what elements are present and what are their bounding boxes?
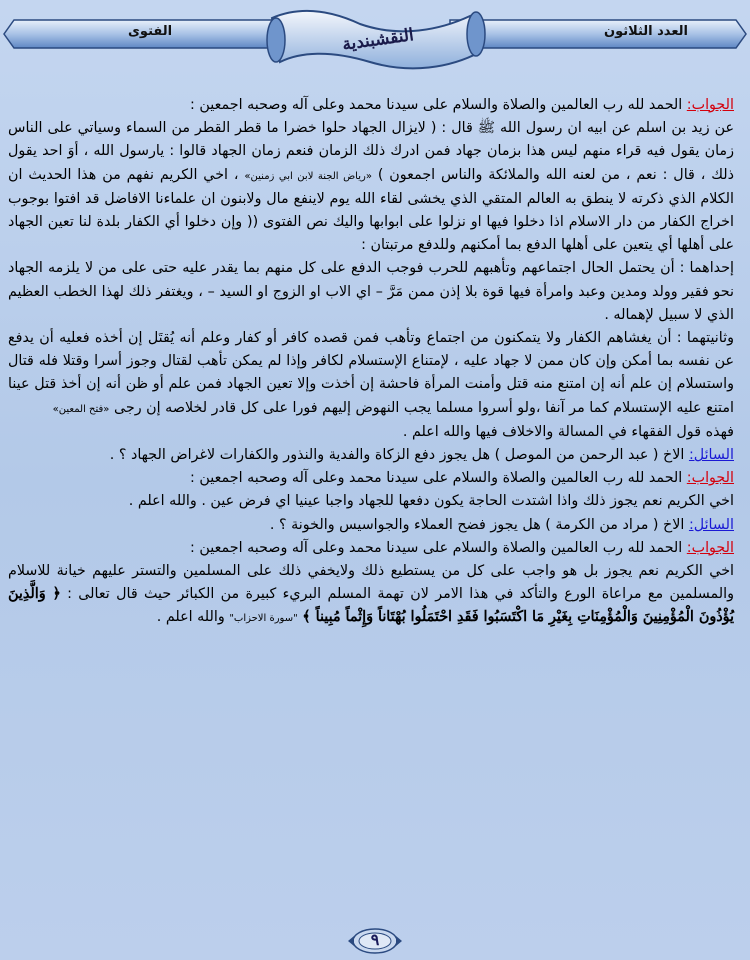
first-level-paragraph: إحداهما : أن يحتمل الحال اجتماعهم وتأهبهم للحرب فوجب الدفع على كل منهم بما يقدر عليه حتى على من لا يلزمه الجهاد نحو فقير وولد ومدين وعبد وامرأة فيها قوة بلا إذن ممن مَرَّ – اي الاب او الزوج او السيد – ، ويغتفر ذلك لهذا الخطب العظيم الذي لا سبيل لإهماله . — [8, 260, 734, 323]
opening-praise: الحمد لله رب العالمين والصلاة والسلام على سيدنا محمد وعلى آله وصحبه اجمعين : — [190, 470, 683, 487]
answer-label: الجواب: — [686, 97, 734, 113]
page-number-badge — [340, 926, 410, 956]
fatwa-body — [8, 94, 734, 631]
hadith-text: عن زيد بن اسلم عن ابيه ان رسول الله ﷺ قال : ( لايزال الجهاد حلوا خضرا ما قطر القطر من السماء وسياتي على الناس زمان يقول فيه قراء منهم ليس هذا بزمان جهاد فمن ادرك ذلك الزمان فنعم زمان الجهاد قالوا : يارسول الله ، أوَ احد يقول ذلك ، قال : نعم ، من لعنه الله والملائكة والناس اجمعون ) — [8, 120, 735, 183]
answer-block-1 — [8, 94, 734, 117]
answer-block-2 — [8, 467, 734, 490]
issue-number: العدد الثلاثون — [603, 24, 688, 39]
question-text: الاخ ( عبد الرحمن من الموصل ) هل يجوز دفع الزكاة والفدية والنذور والكفارات لاغراض الجهاد ؟ . — [109, 447, 685, 464]
fatwa-continuation: ، اخي الكريم نفهم من هذا الحديث ان الكلام الذي ذكرته لا ينطق به العالم المتقي الذي يخشى لقاء الله يوم لاينفع مال ولابنون ان علماءنا الافاضل قد افتوا بوجوب اخراج الكفار من دار الاسلام اذا دخلوا فيها او نزلوا على ابوابها واليك نص الفتوى (( وإن دخلوا أي الكفار بلدة لنا تعين الجهاد على أهلها أي يتعين على أهلها الدفع بما أمكنهم وللدفع مرتبتان : — [8, 166, 734, 254]
header-banner — [0, 0, 750, 96]
answer-block-3 — [8, 537, 734, 560]
fath-almuin-reference: «فتح المعين» — [52, 403, 110, 415]
opening-praise: الحمد لله رب العالمين والصلاة والسلام على سيدنا محمد وعلى آله وصحبه اجمعين : — [190, 97, 683, 113]
answer-text-2 — [8, 560, 734, 631]
page-number: ٩ — [370, 930, 380, 949]
conclusion-paragraph: فهذه قول الفقهاء في المسالة والاخلاف فيها والله اعلم . — [402, 423, 734, 440]
answer-label: الجواب: — [686, 539, 734, 556]
answer-label: الجواب: — [686, 470, 734, 487]
hadith-reference: «رياض الجنة لابن ابي زمنين» — [244, 170, 372, 182]
question-block-2 — [8, 514, 734, 537]
quran-verse: ﴿ وَالَّذِينَ يُؤْذُونَ الْمُؤْمِنِينَ وَالْمُؤْمِنَاتِ بِغَيْرِ مَا اكْتَسَبُوا فَقَدِ احْتَمَلُوا بُهْتَاناً وَإِثْماً مُبِيناً ﴾ — [8, 586, 734, 626]
opening-praise: الحمد لله رب العالمين والصلاة والسلام على سيدنا محمد وعلى آله وصحبه اجمعين : — [190, 539, 683, 556]
second-level-text: وثانيتهما : أن يغشاهم الكفار ولا يتمكنون من اجتماع وتأهب فمن قصده كافر أو كفار وعلم أنه يُقتَل إن أخذه فعليه أن يدفع عن نفسه بما أمكن وإن كان ممن لا جهاد عليه ، لإمتناع الإستسلام لكافر وإذا لم يمكن تأهب لقتال وجوز أسرا وقتلا فله قتال واستسلام إن علم أنه إن امتنع منه قتل وأمنت المرأة فاحشة إن أخذت وإلا تعين الجهاد فمن علم أو ظن أنه إن أخذ قتل عينا امتنع عليه الإستسلام كما مر آنفا ،ولو أسروا مسلما يجب النهوض إليهم فورا على كل قادر لخلاصه إن رجى — [8, 330, 734, 416]
question-label: السائل: — [688, 447, 734, 464]
section-title: الفتوى — [128, 24, 173, 39]
question-text: الاخ ( مراد من الكرمة ) هل يجوز فضح العملاء والجواسيس والخونة ؟ . — [269, 516, 685, 533]
question-block-1 — [8, 444, 734, 467]
second-level-paragraph — [8, 327, 734, 421]
magazine-title: النقشبندية — [341, 25, 415, 55]
hadith-paragraph — [8, 117, 734, 257]
answer-text-1: اخي الكريم نعم يجوز ذلك واذا اشتدت الحاجة يكون دفعها للجهاد واجبا عينيا اي فرض عين . والله اعلم . — [128, 493, 734, 510]
closing-phrase: والله اعلم . — [156, 609, 225, 626]
surah-reference: "سورة الاحزاب" — [229, 613, 298, 625]
question-label: السائل: — [688, 516, 734, 533]
answer-text: اخي الكريم نعم يجوز بل هو واجب على كل من يستطيع ذلك ولايخفي ذلك على المسلمين والتستر عليهم خيانة للاسلام والمسلمين مع مراعاة الورع والتأكد في هذا الامر لان تهمة المسلم البريء كبيرة من الكبائر حيث قال تعالى : — [8, 563, 734, 603]
